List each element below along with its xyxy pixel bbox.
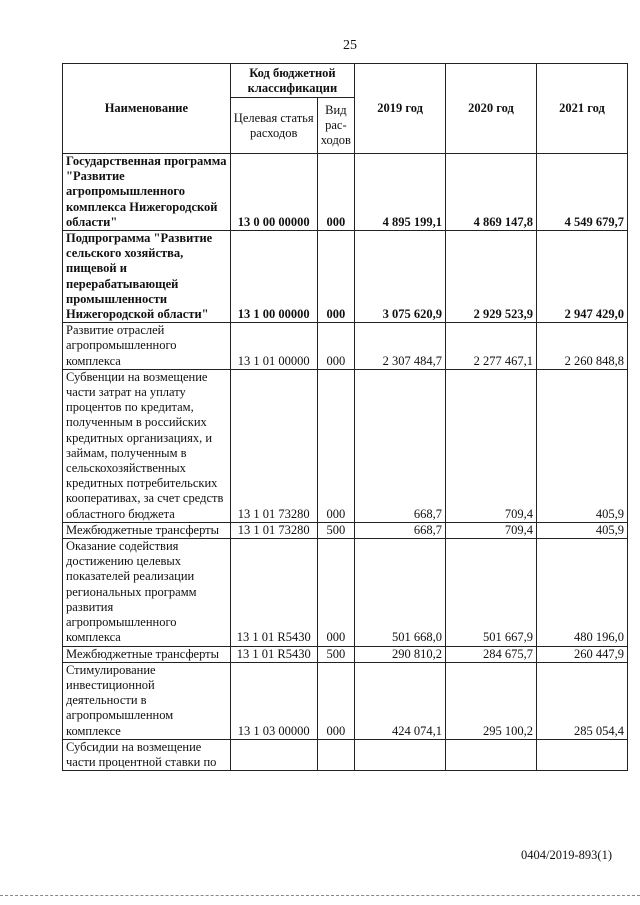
header-name: Наименование bbox=[63, 64, 231, 154]
row-value-2019: 424 074,1 bbox=[355, 662, 446, 739]
row-value-2020 bbox=[446, 739, 537, 770]
header-2020: 2020 год bbox=[446, 64, 537, 154]
row-value-2019 bbox=[355, 739, 446, 770]
row-name: Оказание содействия достижению целевых показателей реализации региональных программ развития агропромышленного комплекса bbox=[63, 539, 231, 646]
budget-table bbox=[62, 63, 628, 771]
header-2019: 2019 год bbox=[355, 64, 446, 154]
row-value-2020: 709,4 bbox=[446, 369, 537, 522]
row-value-2021: 2 260 848,8 bbox=[536, 323, 627, 370]
row-value-2019: 290 810,2 bbox=[355, 646, 446, 662]
header-2021: 2021 год bbox=[536, 64, 627, 154]
row-value-2021: 285 054,4 bbox=[536, 662, 627, 739]
table-row bbox=[63, 646, 628, 662]
row-target-article: 13 1 01 R5430 bbox=[230, 646, 317, 662]
row-value-2021 bbox=[536, 739, 627, 770]
row-value-2020: 4 869 147,8 bbox=[446, 154, 537, 231]
row-value-2020: 2 277 467,1 bbox=[446, 323, 537, 370]
row-value-2021: 405,9 bbox=[536, 369, 627, 522]
row-expense-type bbox=[317, 739, 354, 770]
row-target-article: 13 1 01 73280 bbox=[230, 369, 317, 522]
row-target-article: 13 1 03 00000 bbox=[230, 662, 317, 739]
table-row bbox=[63, 539, 628, 646]
row-expense-type: 500 bbox=[317, 646, 354, 662]
row-value-2021: 4 549 679,7 bbox=[536, 154, 627, 231]
row-value-2021: 2 947 429,0 bbox=[536, 231, 627, 323]
table-row bbox=[63, 522, 628, 538]
header-expense-type: Вид рас-ходов bbox=[317, 98, 354, 154]
row-expense-type: 000 bbox=[317, 662, 354, 739]
header-budget-code: Код бюджетной классификации bbox=[230, 64, 354, 98]
row-target-article: 13 1 01 R5430 bbox=[230, 539, 317, 646]
table-row bbox=[63, 323, 628, 370]
row-value-2019: 4 895 199,1 bbox=[355, 154, 446, 231]
row-target-article: 13 0 00 00000 bbox=[230, 154, 317, 231]
row-value-2020: 501 667,9 bbox=[446, 539, 537, 646]
row-value-2020: 709,4 bbox=[446, 522, 537, 538]
page-number: 25 bbox=[343, 38, 357, 53]
row-target-article bbox=[230, 739, 317, 770]
table-row bbox=[63, 154, 628, 231]
row-target-article: 13 1 01 00000 bbox=[230, 323, 317, 370]
row-target-article: 13 1 00 00000 bbox=[230, 231, 317, 323]
row-name: Стимулирование инвестиционной деятельности в агропромышленном комплексе bbox=[63, 662, 231, 739]
row-target-article: 13 1 01 73280 bbox=[230, 522, 317, 538]
row-value-2019: 668,7 bbox=[355, 522, 446, 538]
row-value-2021: 405,9 bbox=[536, 522, 627, 538]
row-expense-type: 500 bbox=[317, 522, 354, 538]
row-name: Подпрограмма "Развитие сельского хозяйства, пищевой и перерабатывающей промышленности Нижегородской области" bbox=[63, 231, 231, 323]
row-value-2021: 260 447,9 bbox=[536, 646, 627, 662]
row-value-2020: 2 929 523,9 bbox=[446, 231, 537, 323]
table-body bbox=[63, 154, 628, 771]
row-name: Развитие отраслей агропромышленного комплекса bbox=[63, 323, 231, 370]
row-value-2020: 284 675,7 bbox=[446, 646, 537, 662]
row-value-2019: 2 307 484,7 bbox=[355, 323, 446, 370]
row-value-2019: 501 668,0 bbox=[355, 539, 446, 646]
row-value-2020: 295 100,2 bbox=[446, 662, 537, 739]
row-expense-type: 000 bbox=[317, 539, 354, 646]
row-value-2019: 3 075 620,9 bbox=[355, 231, 446, 323]
row-expense-type: 000 bbox=[317, 323, 354, 370]
row-value-2019: 668,7 bbox=[355, 369, 446, 522]
row-expense-type: 000 bbox=[317, 231, 354, 323]
table-row bbox=[63, 369, 628, 522]
row-name: Субсидии на возмещение части процентной ставки по bbox=[63, 739, 231, 770]
row-name: Межбюджетные трансферты bbox=[63, 646, 231, 662]
table-row bbox=[63, 739, 628, 770]
row-value-2021: 480 196,0 bbox=[536, 539, 627, 646]
row-expense-type: 000 bbox=[317, 369, 354, 522]
row-name: Государственная программа "Развитие агропромышленного комплекса Нижегородской области" bbox=[63, 154, 231, 231]
row-expense-type: 000 bbox=[317, 154, 354, 231]
row-name: Межбюджетные трансферты bbox=[63, 522, 231, 538]
table-row bbox=[63, 662, 628, 739]
header-target-article: Целевая статья расходов bbox=[230, 98, 317, 154]
page-edge-line bbox=[0, 895, 640, 896]
document-code: 0404/2019-893(1) bbox=[521, 848, 612, 862]
row-name: Субвенции на возмещение части затрат на уплату процентов по кредитам, полученным в российских кредитных организациях, и займам, полученным в сельскохозяйственных кредитных потребительских кооперативах, за счет средств областного бюджета bbox=[63, 369, 231, 522]
table-row bbox=[63, 231, 628, 323]
